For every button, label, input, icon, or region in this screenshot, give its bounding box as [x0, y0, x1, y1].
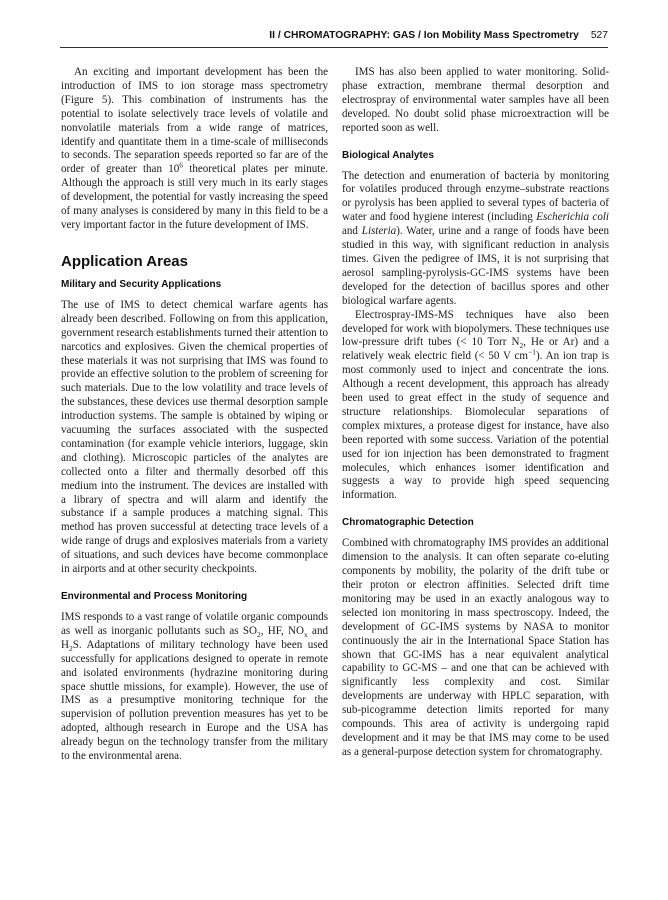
subheading-chromatographic-detection: Chromatographic Detection	[342, 517, 474, 529]
subheading-military-security: Military and Security Applications	[61, 278, 222, 290]
section-heading-application-areas: Application Areas	[61, 252, 188, 270]
environmental-paragraph: IMS responds to a vast range of volatile organic compounds as well as inorganic pollutants such as $SO_2$, HF, $NO_x$ and $H_2S$. Adaptations of military technology have been used successfully for applications designed to operate in remote and isolated environments (hydrazine monitoring during space shuttle missions, for example). However, the use of IMS as a presumptive monitoring technique for the supervision of pollution prevention measures has yet to be adopted, although research in Europe and the USA has already begun on the technology transfer from the military to the environmental arena.	[61, 611, 328, 763]
page-number: 527	[590, 30, 608, 41]
biological-paragraph-1: The detection and enumeration of bacteria by monitoring for volatiles produced through enzyme–substrate reactions or pyrolysis has been applied to several types of bacteria of water and food hygiene interest (including Escherichia coli and Listeria). Water, urine and a range of foods have been studied in this way, with significant reduction in analysis times. Given the pedigree of IMS, it is not surprising that aerosol sampling-pyrolysis-GC-IMS systems have been developed for the detection of bacillus spores and other biological warfare agents.	[342, 169, 609, 307]
left-column	[61, 66, 328, 764]
right-column	[342, 66, 609, 760]
chromatographic-paragraph: Combined with chromatography IMS provides an additional dimension to the analysis. It can often separate co-eluting components by mobility, the polarity of the drift tube or their proton or electron affinities. Selected drift time monitoring may be used in an exactly analogous way to selected ion monitoring in mass spectroscopy. Indeed, the development of GC-IMS systems by NASA to monitor continuously the air in the International Space Station has shown that GC-IMS has a near equivalent analytical capability to GC-MS – and one that can be achieved with significantly less complexity and cost. Similar developments are underway with HPLC separation, with sub-picogramme detection limits reported for many compounds. This area of activity is undergoing rapid development and it may be that IMS may come to be used as a general-purpose detection system for chromatography.	[342, 537, 609, 758]
military-paragraph: The use of IMS to detect chemical warfare agents has already been described. Following on from this application, government research establishments turned their attention to narcotics and explosives. Given the chemical properties of these materials it was not surprising that IMS was found to provide an effective solution to the problem of screening for such materials. Due to the low volatility and trace levels of the substances, these devices use thermal desorption sample introduction systems. The sample is obtained by wiping or vacuuming the surfaces associated with the suspected contamination (for example vehicle interiors, luggage, skin and clothing). Microscopic particles of the analytes are collected onto a filter and thermally desorbed off this medium into the instrument. The devices are installed with a library of spectra and will alarm and identify the substance if a sample produces a matching signal. This method has proven successful at detecting trace levels of a wide range of drugs and explosives materials from a variety of situations, and such devices have become commonplace in airports and at other security checkpoints.	[61, 298, 328, 576]
biological-paragraph-2: Electrospray-IMS-MS techniques have also been developed for work with biopolymers. These techniques use low-pressure drift tubes (< 10 Torr $N_2$, He or Ar) and a relatively weak electric field (< 50 V $cm^{-1}$). An ion trap is most commonly used to inject and concentrate the ions. Although a recent development, this approach has already been used to great effect in the study of sequence and structure relationships. Biomolecular separations of complex mixtures, a protease digest for instance, have also been reported with some success. Variation of the potential used for ion injection has been demonstrated to fragment molecules, which enhances isomer identification and suggests a way to provide high speed sequencing information.	[342, 308, 610, 502]
water-monitoring-paragraph: IMS has also been applied to water monitoring. Solid-phase extraction, membrane thermal desorption and electrospray of environmental water samples have all been developed. No doubt solid phase microextraction will be reported soon as well.	[342, 66, 609, 134]
intro-paragraph: An exciting and important development has been the introduction of IMS to ion storage mass spectrometry (Figure 5). This combination of instruments has the potential to isolate selectively trace levels of volatile and nonvolatile materials from a wide range of matrices, identify and quantitate them in a time-scale of milliseconds to seconds. The separation speeds reported so far are of the order of greater than $10^6$ theoretical plates per minute. Although the approach is still very much in its early stages of development, the potential for vastly increasing the speed of many analyses is considered by many in this field to be a very important factor in the future development of IMS.	[61, 66, 328, 231]
running-title: II / CHROMATOGRAPHY: GAS / Ion Mobility Mass Spectrometry	[269, 30, 579, 41]
subheading-environmental-process: Environmental and Process Monitoring	[61, 591, 248, 602]
running-header	[60, 30, 608, 48]
subheading-biological-analytes: Biological Analytes	[342, 149, 434, 161]
